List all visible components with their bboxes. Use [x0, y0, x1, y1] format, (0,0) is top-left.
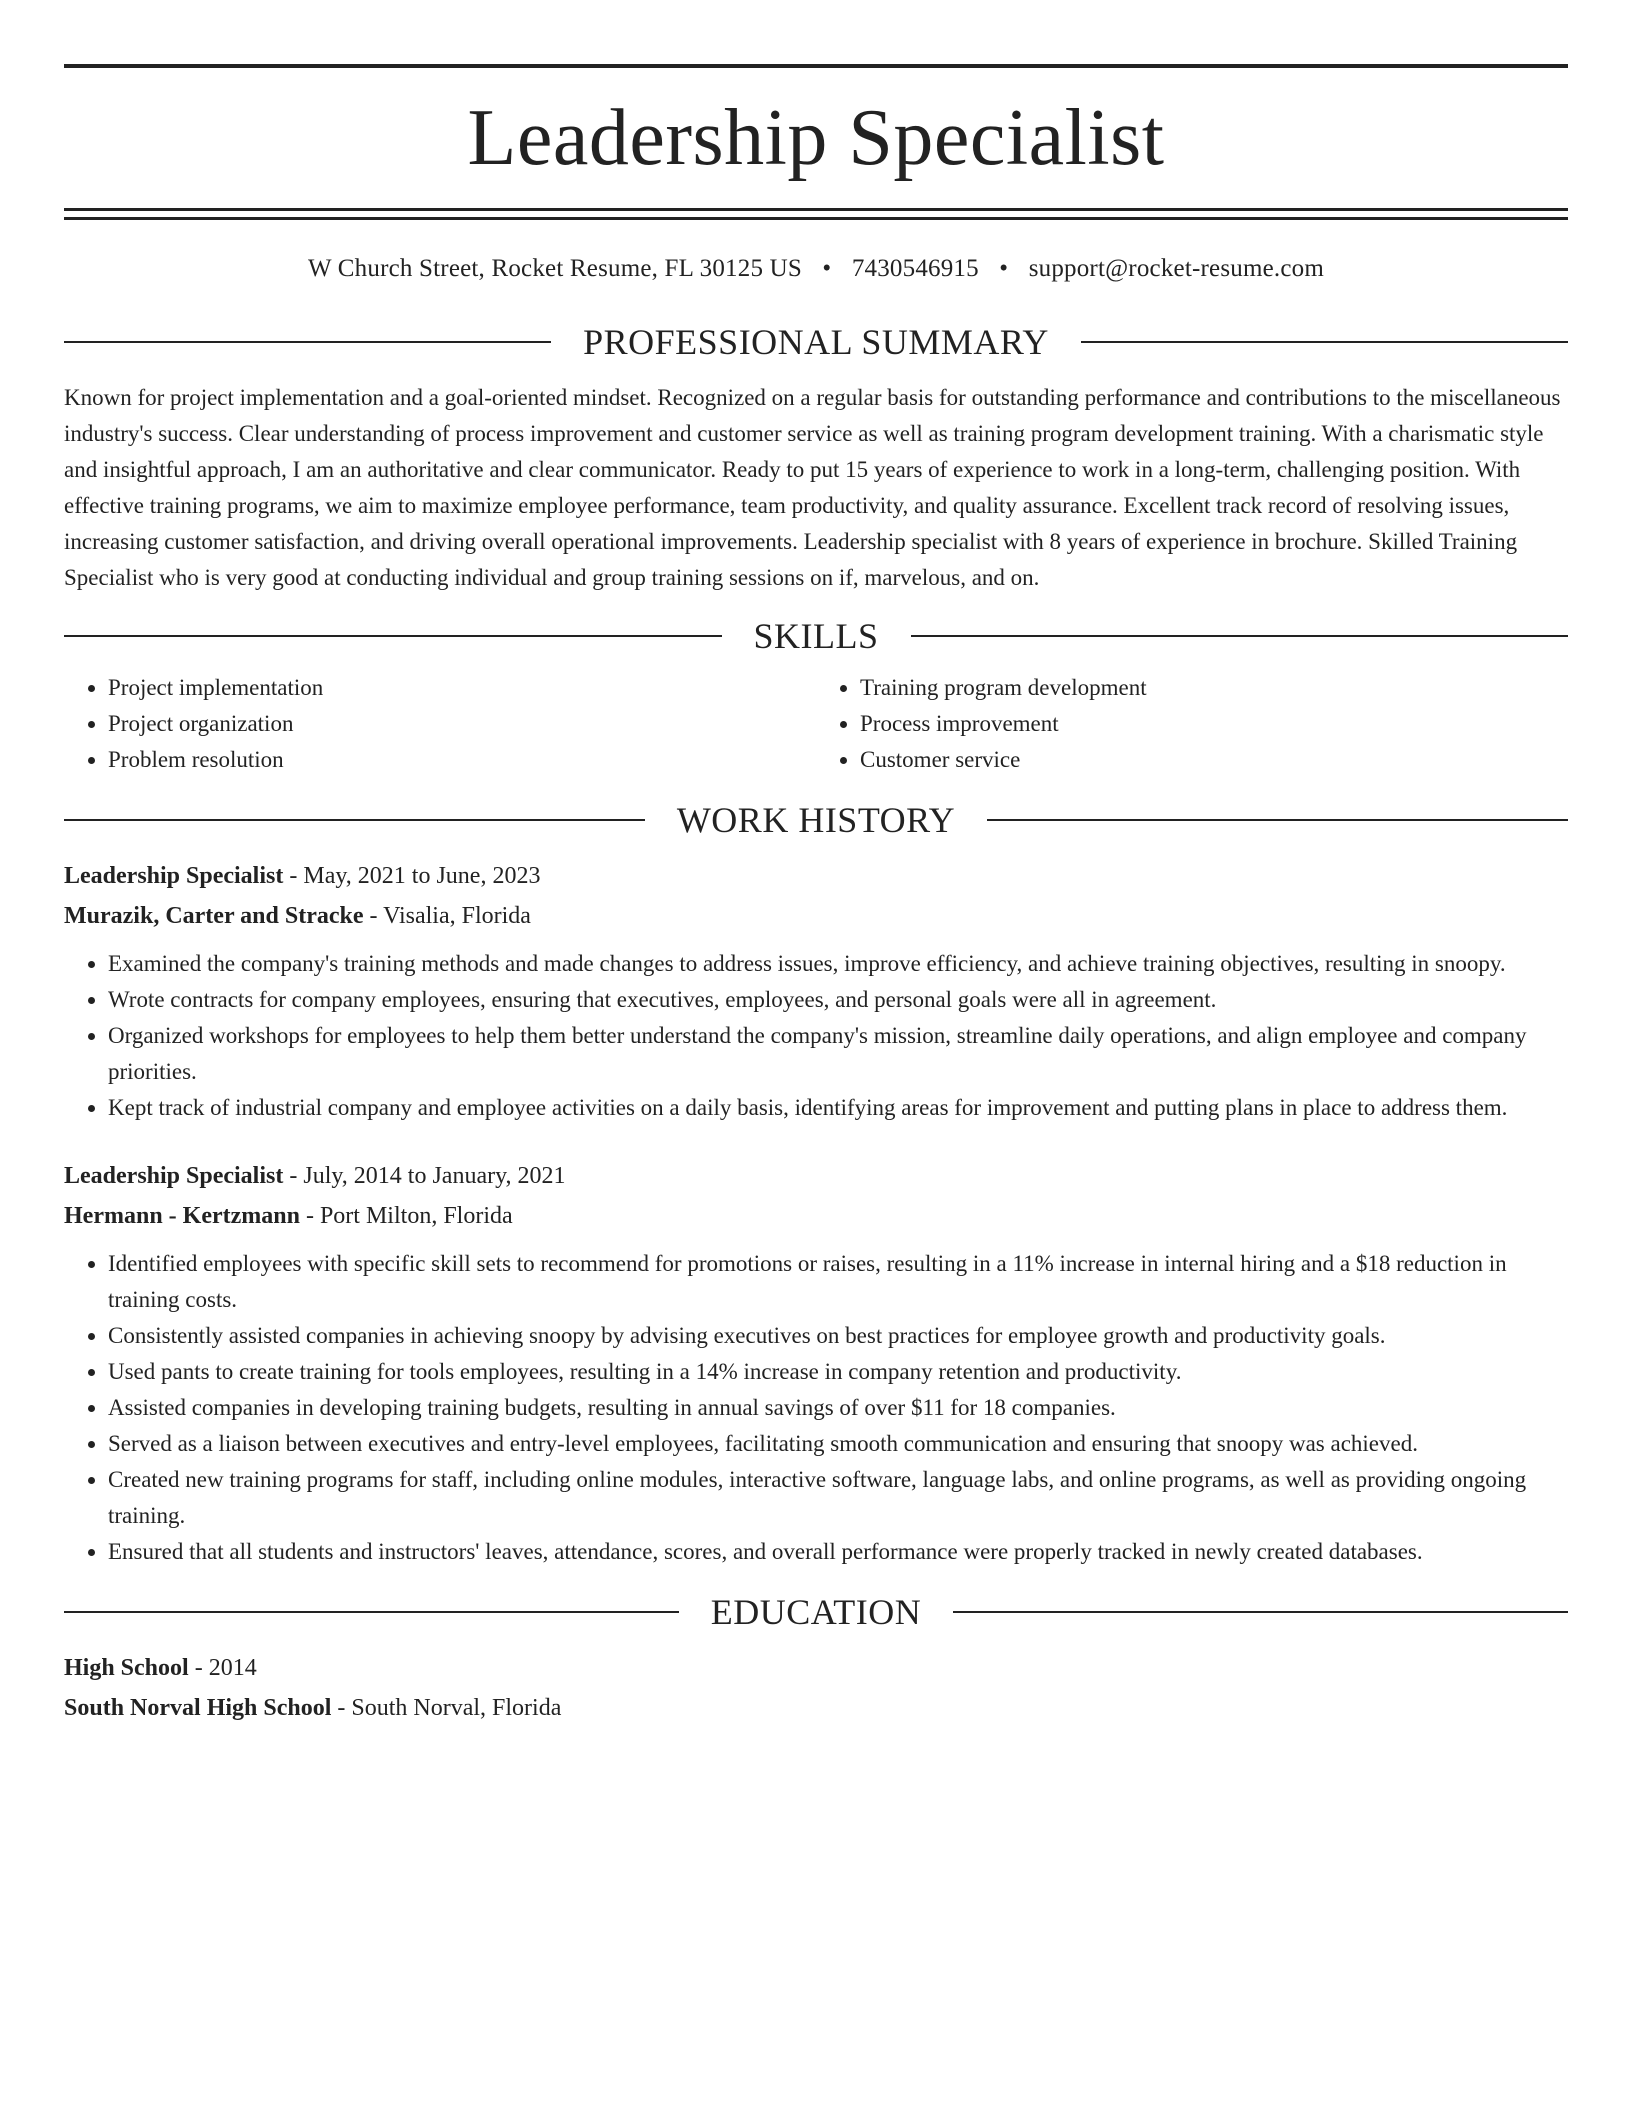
skill-item: • Training program development	[860, 670, 1568, 706]
section-header-skills	[64, 618, 1568, 654]
skill-item: • Process improvement	[860, 706, 1568, 742]
job-title-line	[64, 1156, 1568, 1196]
job-bullet: • Served as a liaison between executives and entry-level employees, facilitating smooth communication and ensuring that snoopy was achieved.	[108, 1426, 1568, 1462]
education-degree: High School	[64, 1655, 189, 1681]
divider-line	[64, 1611, 679, 1613]
education-school-line	[64, 1688, 1568, 1728]
job-bullet: • Created new training programs for staff, including online modules, interactive software, language labs, and online programs, as well as providing ongoing training.	[108, 1462, 1568, 1534]
education-school: South Norval High School	[64, 1695, 332, 1721]
job-bullet: • Assisted companies in developing training budgets, resulting in annual savings of over $11 for 18 companies.	[108, 1390, 1568, 1426]
skill-item: • Problem resolution	[108, 742, 816, 778]
job-role: Leadership Specialist	[64, 863, 284, 889]
job-dates: - July, 2014 to January, 2021	[283, 1163, 566, 1189]
divider-line	[64, 819, 645, 821]
candidate-name: Leadership Specialist	[467, 94, 1165, 182]
job-company: Hermann - Kertzmann	[64, 1203, 300, 1229]
divider-line	[953, 1611, 1568, 1613]
job-entry	[64, 856, 1568, 1126]
education-location: - South Norval, Florida	[331, 1695, 562, 1721]
skills-list	[64, 670, 1568, 778]
job-bullet: • Used pants to create training for tools employees, resulting in a 14% increase in company retention and productivity.	[108, 1354, 1568, 1390]
contact-separator: •	[822, 255, 832, 282]
job-bullet: • Examined the company's training methods and made changes to address issues, improve efficiency, and achieve training objectives, resulting in snoopy.	[108, 946, 1568, 982]
section-header-work	[64, 802, 1568, 838]
job-bullet: • Organized workshops for employees to help them better understand the company's mission, streamline daily operations, and align employee and company priorities.	[108, 1018, 1568, 1090]
contact-separator: •	[999, 255, 1009, 282]
contact-email: support@rocket-resume.com	[1028, 255, 1324, 282]
job-location: - Port Milton, Florida	[299, 1203, 513, 1229]
divider-line	[987, 819, 1568, 821]
job-location: - Visalia, Florida	[363, 903, 531, 929]
skills-column-right	[816, 670, 1568, 778]
divider-line	[64, 635, 722, 637]
education-year: - 2014	[188, 1655, 257, 1681]
job-dates: - May, 2021 to June, 2023	[283, 863, 541, 889]
top-rule	[64, 64, 1568, 68]
skills-column-left	[64, 670, 816, 778]
education-degree-line	[64, 1648, 1568, 1688]
job-bullets	[64, 946, 1568, 1126]
job-bullet: • Consistently assisted companies in achieving snoopy by advising executives on best practices for employee growth and productivity goals.	[108, 1318, 1568, 1354]
job-bullet: • Wrote contracts for company employees, ensuring that executives, employees, and personal goals were all in agreement.	[108, 982, 1568, 1018]
header-double-rule	[64, 208, 1568, 220]
skill-item: • Project organization	[108, 706, 816, 742]
section-title-skills: SKILLS	[753, 616, 879, 656]
job-company-line	[64, 1196, 1568, 1236]
contact-line	[64, 254, 1568, 284]
skill-item: • Customer service	[860, 742, 1568, 778]
contact-phone: 7430546915	[851, 255, 979, 282]
job-title-line	[64, 856, 1568, 896]
section-header-summary	[64, 324, 1568, 360]
divider-line	[911, 635, 1569, 637]
section-header-education	[64, 1594, 1568, 1630]
section-title-education: EDUCATION	[710, 1592, 922, 1632]
job-bullet: • Ensured that all students and instructors' leaves, attendance, scores, and overall performance were properly tracked in newly created databases.	[108, 1534, 1568, 1570]
job-role: Leadership Specialist	[64, 1163, 284, 1189]
education-entry	[64, 1648, 1568, 1728]
section-title-summary: PROFESSIONAL SUMMARY	[583, 322, 1049, 362]
job-entry	[64, 1156, 1568, 1570]
job-company: Murazik, Carter and Stracke	[64, 903, 364, 929]
section-title-work: WORK HISTORY	[676, 800, 956, 840]
job-bullets	[64, 1246, 1568, 1570]
summary-text: Known for project implementation and a goal-oriented mindset. Recognized on a regular basis for outstanding performance and contributions to the miscellaneous industry's success. Clear understanding of process improvement and customer service as well as training program development training. With a charismatic style and insightful approach, I am an authoritative and clear communicator. Ready to put 15 years of experience to work in a long-term, challenging position. With effective training programs, we aim to maximize employee performance, team productivity, and quality assurance. Excellent track record of resolving issues, increasing customer satisfaction, and driving overall operational improvements. Leadership specialist with 8 years of experience in brochure. Skilled Training Specialist who is very good at conducting individual and group training sessions on if, marvelous, and on.	[64, 385, 1561, 590]
job-bullet: • Kept track of industrial company and employee activities on a daily basis, identifying areas for improvement and putting plans in place to address them.	[108, 1090, 1568, 1126]
skill-item: • Project implementation	[108, 670, 816, 706]
divider-line	[64, 341, 551, 343]
divider-line	[1081, 341, 1568, 343]
job-company-line	[64, 896, 1568, 936]
contact-address: W Church Street, Rocket Resume, FL 30125 US	[308, 255, 802, 282]
job-bullet: • Identified employees with specific skill sets to recommend for promotions or raises, resulting in a 11% increase in internal hiring and a $18 reduction in training costs.	[108, 1246, 1568, 1318]
